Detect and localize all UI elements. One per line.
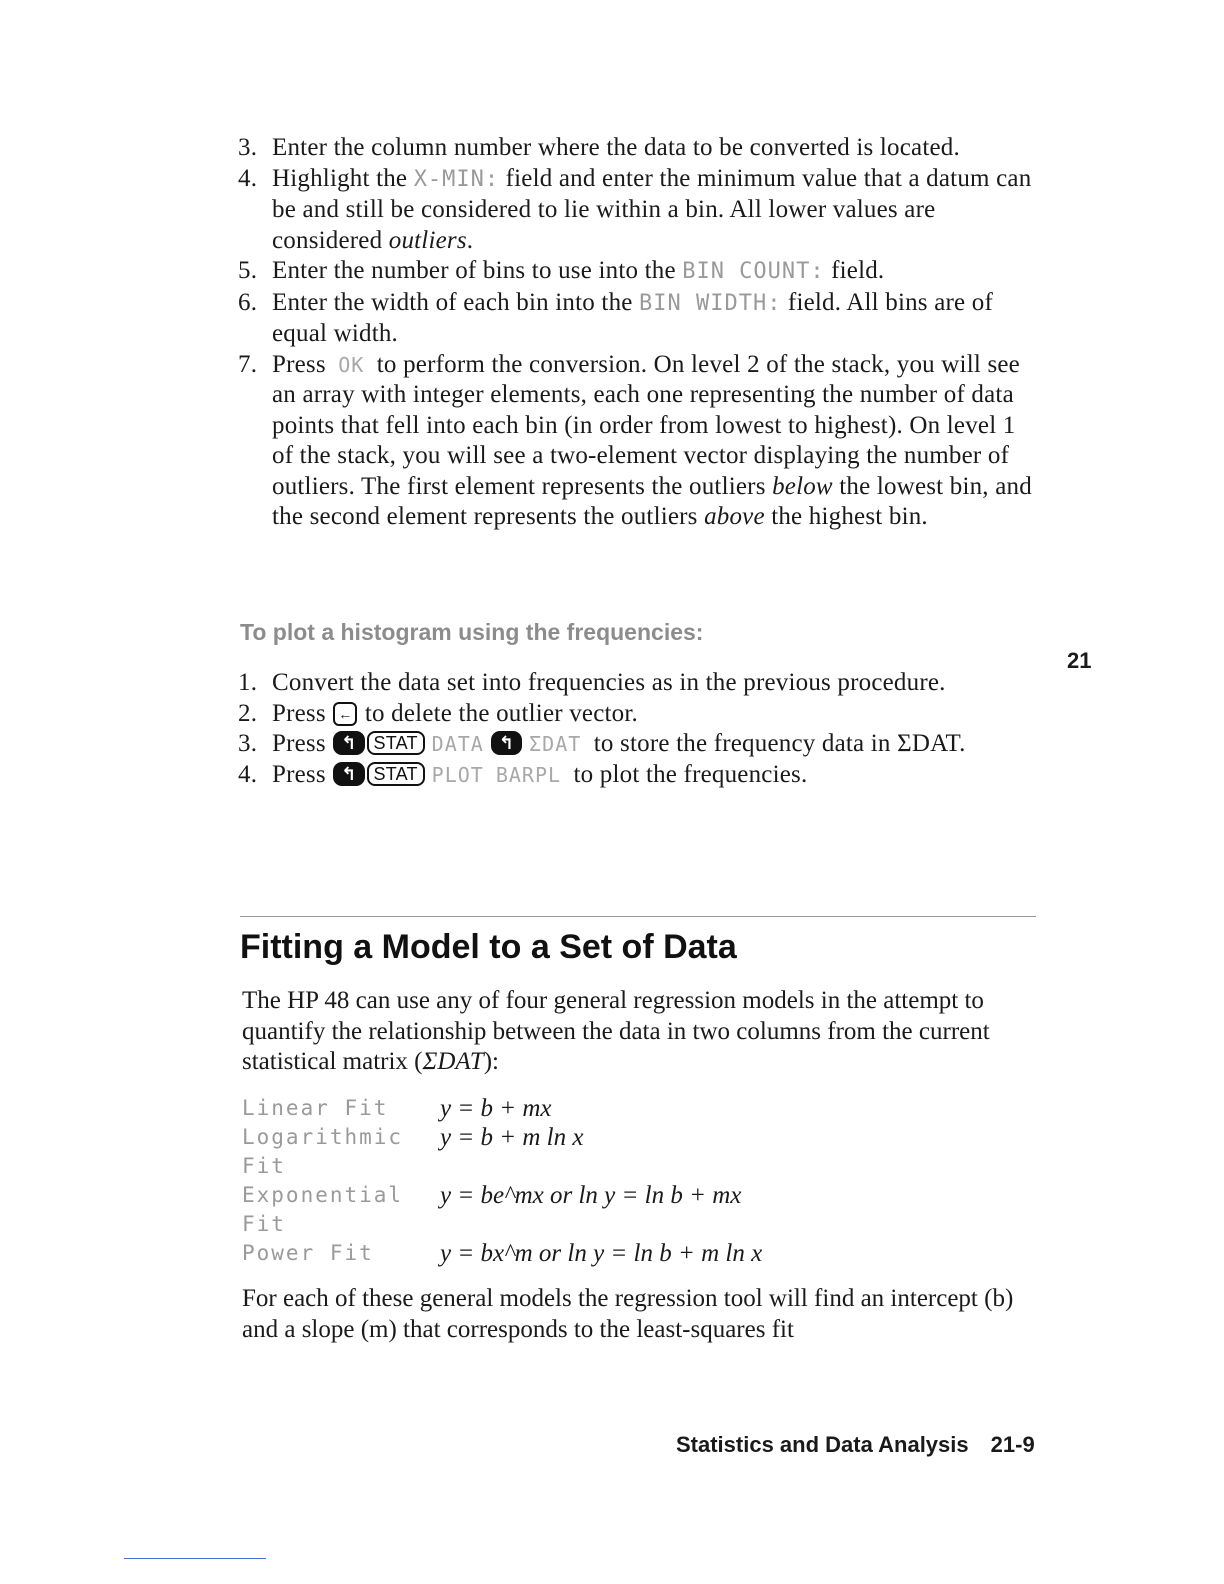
regression-models	[242, 1094, 942, 1268]
closing-paragraph: For each of these general models the regression tool will find an intercept (b) and a slope (m) that corresponds to the least-squares fit	[242, 1285, 1014, 1343]
step-3: 3. Enter the column number where the data to be converted is located.	[238, 134, 960, 161]
footer-title: Statistics and Data Analysis	[676, 1432, 969, 1457]
backspace-key-icon: ←	[333, 702, 357, 726]
stat-key: STAT	[367, 762, 425, 786]
sigma-dat-softkey: ΣDAT	[529, 732, 582, 756]
model-exponential: Exponential Fit y = be^mx or ln y = ln b + mx	[242, 1182, 742, 1236]
page-footer	[676, 1432, 1035, 1458]
subheading: To plot a histogram using the frequencies:	[240, 619, 704, 645]
ok-softkey: OK	[338, 352, 365, 377]
model-power: Power Fit y = bx^m or ln y = ln b + m ln x	[242, 1240, 763, 1267]
bottom-rule	[124, 1558, 266, 1559]
step-3b: 3. Press ↰ STAT DATA ↰ ΣDAT to store the frequency data in ΣDAT.	[238, 729, 1038, 760]
field-name: X-MIN:	[413, 166, 500, 192]
left-shift-key-icon: ↰	[333, 731, 364, 755]
field-name: BIN COUNT:	[682, 259, 825, 284]
section-divider	[240, 916, 1036, 917]
plot-softkey: PLOT	[431, 762, 484, 787]
page-number: 21-9	[990, 1432, 1035, 1457]
step-2: 2. Press ← to delete the outlier vector.	[238, 699, 638, 727]
conversion-steps	[238, 133, 1038, 533]
model-logarithmic: Logarithmic Fit y = b + m ln x	[242, 1124, 584, 1178]
left-shift-key-icon: ↰	[491, 731, 522, 755]
stat-key: STAT	[367, 731, 425, 755]
chapter-tab: 21	[1067, 648, 1092, 673]
field-name: BIN WIDTH:	[639, 290, 782, 316]
section-title: Fitting a Model to a Set of Data	[240, 928, 737, 966]
intro-paragraph: The HP 48 can use any of four general regression models in the attempt to quantify the relationship between the data in two columns from the current statistical matrix (ΣDAT):	[242, 987, 990, 1075]
histogram-steps	[238, 668, 1038, 790]
barpl-softkey: BARPL	[495, 762, 562, 787]
left-shift-key-icon: ↰	[333, 762, 364, 786]
step-4: 4. Highlight the X-MIN: field and enter the minimum value that a datum can be and still be considered to lie within a bin. All lower values are considered outliers.	[238, 164, 1032, 254]
step-5: 5. Enter the number of bins to use into the BIN COUNT: field.	[238, 257, 885, 284]
step-1: 1. Convert the data set into frequencies as in the previous procedure.	[238, 669, 946, 696]
data-softkey: DATA	[431, 732, 484, 756]
step-7: 7. Press OK to perform the conversion. On level 2 of the stack, you will see an array with integer elements, each one representing the number of data points that fell into each bin (in order from lowest to highest). On level 1 of the stack, you will see a two-element vector displaying the number of outliers. The first element represents the outliers below the lowest bin, and the second element represents the outliers above the highest bin.	[238, 350, 1032, 530]
step-6: 6. Enter the width of each bin into the BIN WIDTH: field. All bins are of equal width.	[238, 288, 993, 347]
model-linear: Linear Fit y = b + mx	[242, 1095, 552, 1122]
step-4b: 4. Press ↰ STAT PLOT BARPL to plot the frequencies.	[238, 760, 1038, 791]
